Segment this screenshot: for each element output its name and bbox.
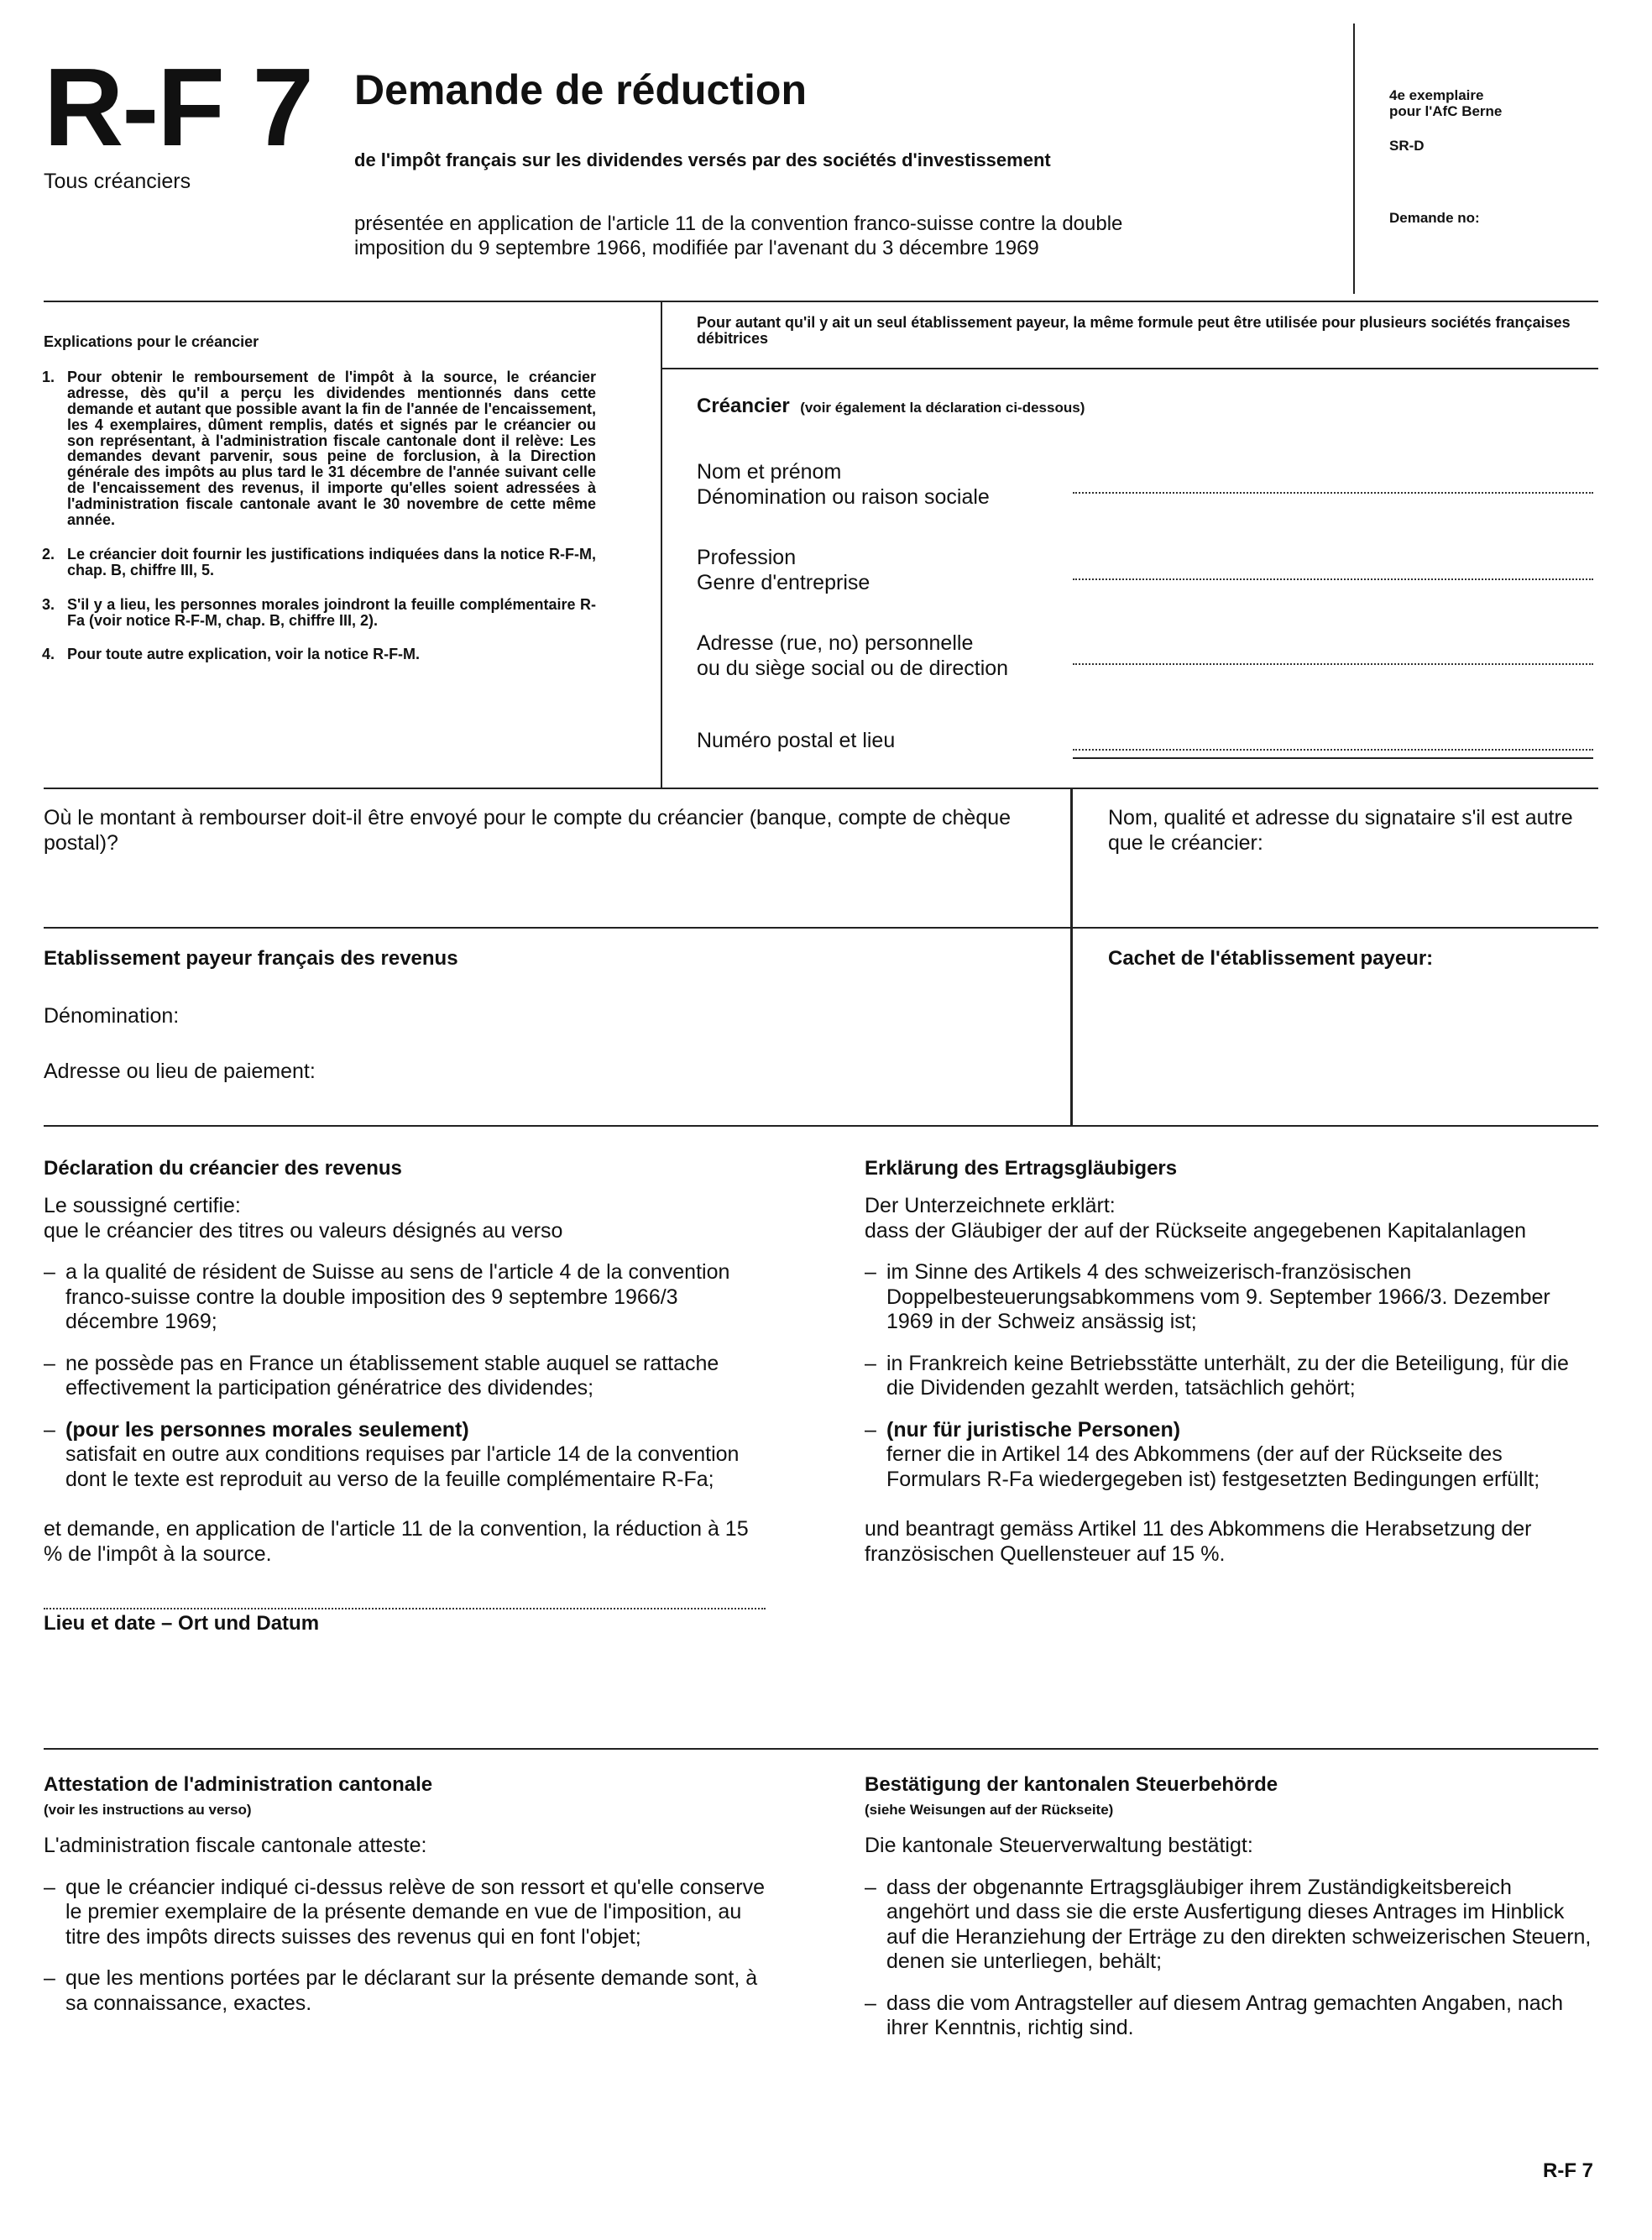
creancier-title-row	[697, 395, 1085, 418]
etablissement-title: Etablissement payeur français des revenus	[44, 947, 458, 970]
section-divider-2	[1070, 788, 1073, 1125]
divider-4	[44, 1125, 1598, 1127]
creancier-title: Créancier	[697, 395, 790, 417]
attestation-de-item: – dass der obgenannte Ertragsgläubiger ihrem Zuständigkeitsbereich angehört und dass sie die erste Ausfertigung dieses Antrages im Hinblick auf die Heranziehung der Erträge zu den direkten schweizerischen Steuern, denen sie unterliegen, behält;	[865, 1875, 1592, 1973]
denomination-label: Dénomination:	[44, 1004, 180, 1028]
explications-list	[42, 369, 596, 681]
explication-item: 2. Le créancier doit fournir les justifications indiquées dans la notice R-F-M, chap. B, chiffre III, 5.	[42, 545, 596, 578]
nom-label: Nom et prénom Dénomination ou raison sociale	[697, 460, 990, 509]
adresse-field[interactable]	[1073, 663, 1593, 665]
explication-item: 3. S'il y a lieu, les personnes morales joindront la feuille complémentaire R-Fa (voir notice R-F-M, chap. B, chiffre III, 2).	[42, 595, 596, 629]
explications-title: Explications pour le créancier	[44, 333, 259, 350]
creancier-top-line	[661, 368, 1598, 369]
header-divider	[1353, 24, 1355, 294]
divider-5	[44, 1748, 1598, 1750]
remboursement-question: Où le montant à rembourser doit-il être envoyé pour le compte du créancier (banque, compte de chèque postal)?	[44, 806, 1012, 855]
form-code: R-F 7	[44, 45, 312, 169]
divider-3	[44, 927, 1598, 929]
page-subtitle: de l'impôt français sur les dividendes versés par des sociétés d'investissement	[354, 149, 1051, 170]
declaration-fr-body: Le soussigné certifie: que le créancier des titres ou valeurs désignés au verso – a la qualité de résident de Suisse au sens de l'article 4 de la convention franco-suisse contre la double imposition des 9 septembre 1966/3 décembre 1969; – ne possède pas en France un établissement stable auquel se rattache effectivement la participation génératrice des dividendes; – (pour les personnes morales seulement) satisfait en outre aux conditions requises par l'article 14 de la convention dont le texte est reproduit au verso de la feuille complémentaire R-Fa; et demande, en application de l'article 11 de la convention, la réduction à 15 % de l'impôt à la source.	[44, 1194, 766, 1567]
divider-2	[44, 788, 1598, 789]
creancier-title-note: (voir également la déclaration ci-dessous)	[800, 400, 1085, 416]
declaration-de-item: – (nur für juristische Personen) ferner die in Artikel 14 des Abkommens (der auf der Rückseite des Formulars R-Fa wiedergegeben ist) festgesetzten Bedingungen erfüllt;	[865, 1417, 1540, 1491]
attestation-de-title: Bestätigung der kantonalen Steuerbehörde	[865, 1773, 1278, 1796]
adresse-label: Adresse (rue, no) personnelle ou du siège social ou de direction	[697, 631, 1009, 680]
page-title: Demande de réduction	[354, 66, 807, 113]
presented-line-2: imposition du 9 septembre 1966, modifiée par l'avenant du 3 décembre 1969	[354, 237, 1039, 259]
adresse-paiement-label: Adresse ou lieu de paiement:	[44, 1060, 316, 1083]
signataire-label: Nom, qualité et adresse du signataire s'il est autre que le créancier:	[1108, 806, 1573, 855]
lieu-date-label: Lieu et date – Ort und Datum	[44, 1612, 320, 1635]
attestation-fr-item: – que les mentions portées par le déclarant sur la présente demande sont, à sa connaissance, exactes.	[44, 1966, 758, 2015]
postal-field[interactable]	[1073, 749, 1593, 751]
footer-form-code: R-F 7	[1543, 2159, 1593, 2182]
explication-item: 1. Pour obtenir le remboursement de l'impôt à la source, le créancier adresse, dès qu'il a perçu les dividendes mentionnés dans cette demande et autant que possible avant la fin de l'année de l'encaissement, les 4 exemplaires, dûment remplis, datés et signés par le créancier ou son représentant, à l'administration fiscale cantonale dont il relève: Les demandes devant parvenir, sous peine de forclusion, à la Direction générale des impôts au plus tard le 31 décembre de l'année suivant celle de l'encaissement des revenus, il importe qu'elles soient adressées à l'administration fiscale cantonale avant le 30 novembre de cette même année.	[42, 369, 596, 529]
postal-label: Numéro postal et lieu	[697, 729, 896, 752]
attestation-de-body: Die kantonale Steuerverwaltung bestätigt: – dass der obgenannte Ertragsgläubiger ihrem Zuständigkeitsbereich angehört und dass sie die erste Ausfertigung dieses Antrages im Hinblick auf die Heranziehung der Erträge zu den direkten schweizerischen Steuern, denen sie unterliegen, behält; – dass die vom Antragsteller auf diesem Antrag gemachten Angaben, nach ihrer Kenntnis, richtig sind.	[865, 1834, 1595, 2058]
attestation-de-subtitle: (siehe Weisungen auf der Rückseite)	[865, 1802, 1114, 1818]
declaration-fr-item: – a la qualité de résident de Suisse au sens de l'article 4 de la convention franco-suisse contre la double imposition des 9 septembre 1966/3 décembre 1969;	[44, 1260, 730, 1333]
explication-item: 4. Pour toute autre explication, voir la notice R-F-M.	[42, 646, 421, 663]
reference-code: SR-D	[1389, 138, 1425, 154]
lieu-date-field[interactable]	[44, 1608, 766, 1609]
audience-label: Tous créanciers	[44, 170, 191, 193]
postal-underline	[1073, 757, 1593, 759]
declaration-de-item: – im Sinne des Artikels 4 des schweizerisch-französischen Doppelbesteuerungsabkommens vom 9. September 1966/3. Dezember 1969 in der Schweiz ansässig ist;	[865, 1260, 1550, 1333]
presented-line-1: présentée en application de l'article 11 de la convention franco-suisse contre la double	[354, 212, 1123, 235]
declaration-fr-item: – (pour les personnes morales seulement) satisfait en outre aux conditions requises par l'article 14 de la convention dont le texte est reproduit au verso de la feuille complémentaire R-Fa;	[44, 1417, 740, 1491]
declaration-de-item: – in Frankreich keine Betriebsstätte unterhält, zu der die Beteiligung, für die die Dividenden gezahlt werden, tatsächlich gehört;	[865, 1351, 1569, 1400]
profession-field[interactable]	[1073, 578, 1593, 580]
attestation-fr-body: L'administration fiscale cantonale atteste: – que le créancier indiqué ci-dessus relève de son ressort et qu'elle conserve le premier exemplaire de la présente demande en vue de l'imposition, au titre des impôts directs suisses des revenus qui en font l'objet; – que les mentions portées par le déclarant sur la présente demande sont, à sa connaissance, exactes.	[44, 1834, 766, 2015]
cachet-label: Cachet de l'établissement payeur:	[1108, 947, 1434, 970]
creancier-note: Pour autant qu'il y ait un seul établissement payeur, la même formule peut être utilisée pour plusieurs sociétés françaises débitrices	[697, 314, 1571, 347]
demande-number-label: Demande no:	[1389, 210, 1480, 226]
attestation-fr-subtitle: (voir les instructions au verso)	[44, 1802, 252, 1818]
nom-field[interactable]	[1073, 492, 1593, 494]
copy-line-1: 4e exemplaire	[1389, 87, 1484, 103]
declaration-de-body: Der Unterzeichnete erklärt: dass der Gläubiger der auf der Rückseite angegebenen Kapitalanlagen – im Sinne des Artikels 4 des schweizerisch-französischen Doppelbesteuerungsabkommens vom 9. September 1966/3. Dezember 1969 in der Schweiz ansässig ist; – in Frankreich keine Betriebsstätte unterhält, zu der die Beteiligung, für die die Dividenden gezahlt werden, tatsächlich gehört; – (nur für juristische Personen) ferner die in Artikel 14 des Abkommens (der auf der Rückseite des Formulars R-Fa wiedergegeben ist) festgesetzten Bedingungen erfüllt; und beantragt gemäss Artikel 11 des Abkommens die Herabsetzung der französischen Quellensteuer auf 15 %.	[865, 1194, 1595, 1567]
attestation-fr-title: Attestation de l'administration cantonale	[44, 1773, 433, 1796]
declaration-de-title: Erklärung des Ertragsgläubigers	[865, 1157, 1178, 1180]
copy-line-2: pour l'AfC Berne	[1389, 103, 1503, 119]
attestation-de-item: – dass die vom Antragsteller auf diesem Antrag gemachten Angaben, nach ihrer Kenntnis, richtig sind.	[865, 1991, 1564, 2039]
profession-label: Profession Genre d'entreprise	[697, 546, 870, 594]
attestation-fr-item: – que le créancier indiqué ci-dessus relève de son ressort et qu'elle conserve le premier exemplaire de la présente demande en vue de l'imposition, au titre des impôts directs suisses des revenus qui en font l'objet;	[44, 1875, 766, 1949]
declaration-fr-title: Déclaration du créancier des revenus	[44, 1157, 402, 1180]
declaration-fr-item: – ne possède pas en France un établissement stable auquel se rattache effectivement la participation génératrice des dividendes;	[44, 1351, 719, 1400]
divider-1	[44, 301, 1598, 302]
section-divider-1	[661, 301, 662, 788]
